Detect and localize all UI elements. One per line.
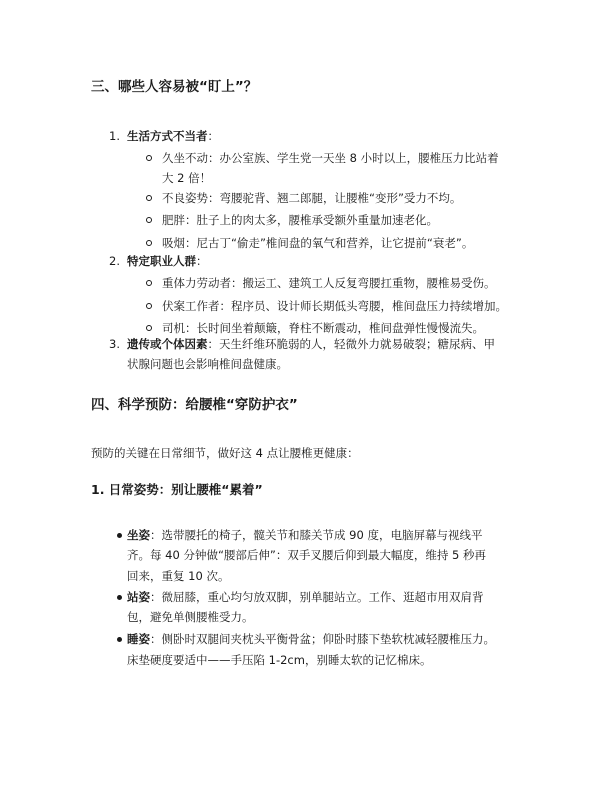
sub-list-item-continuation: 大 2 倍！ bbox=[162, 171, 212, 185]
bullet-icon bbox=[117, 637, 122, 642]
subsection-heading: 1. 日常姿势：别让腰椎“累着” bbox=[91, 482, 263, 497]
list-item-label: 生活方式不当者 bbox=[127, 129, 208, 143]
list-item-label: 特定职业人群 bbox=[127, 254, 196, 268]
list-item-colon: ： bbox=[207, 129, 219, 143]
hollow-bullet-icon bbox=[146, 280, 152, 286]
bullet-icon bbox=[117, 533, 122, 538]
sub-list-item: 司机：长时间坐着颠簸，脊柱不断震动，椎间盘弹性慢慢流失。 bbox=[162, 321, 484, 335]
list-item-body: ：天生纤维环脆弱的人，轻微外力就易破裂；糖尿病、甲 bbox=[207, 337, 495, 351]
sub-list-item: 肥胖：肚子上的肉太多，腰椎承受额外重量加速老化。 bbox=[162, 213, 438, 227]
hollow-bullet-icon bbox=[146, 325, 152, 331]
bullet-label: 坐姿 bbox=[127, 528, 150, 542]
hollow-bullet-icon bbox=[146, 217, 152, 223]
bullet-text: ：微屈膝，重心均匀放双脚，别单腿站立。工作、逛超市用双肩背 bbox=[150, 590, 484, 604]
sub-list-item: 伏案工作者：程序员、设计师长期低头弯腰，椎间盘压力持续增加。 bbox=[162, 299, 507, 313]
bullet-continuation: 回来，重复 10 次。 bbox=[127, 569, 230, 583]
hollow-bullet-icon bbox=[146, 303, 152, 309]
bullet-icon bbox=[117, 595, 122, 600]
sub-list-item: 重体力劳动者：搬运工、建筑工人反复弯腰扛重物，腰椎易受伤。 bbox=[162, 276, 496, 290]
list-item-text bbox=[127, 336, 495, 352]
sub-list-item: 不良姿势：弯腰驼背、翘二郎腿，让腰椎“变形”受力不均。 bbox=[162, 191, 462, 205]
hollow-bullet-icon bbox=[146, 155, 152, 161]
bullet-text: ：侧卧时双腿间夹枕头平衡骨盆；仰卧时膝下垫软枕减轻腰椎压力。 bbox=[150, 632, 495, 646]
hollow-bullet-icon bbox=[146, 240, 152, 246]
bullet-continuation: 包，避免单侧腰椎受力。 bbox=[127, 610, 254, 624]
bullet-item bbox=[127, 631, 495, 647]
sub-list-item: 久坐不动：办公室族、学生党一天坐 8 小时以上，腰椎压力比站着 bbox=[162, 151, 499, 165]
list-item-colon: ： bbox=[196, 254, 208, 268]
bullet-label: 站姿 bbox=[127, 590, 150, 604]
list-number: 2. bbox=[109, 254, 120, 268]
bullet-label: 睡姿 bbox=[127, 632, 150, 646]
hollow-bullet-icon bbox=[146, 195, 152, 201]
list-number: 1. bbox=[109, 129, 120, 143]
section-3-heading: 三、哪些人容易被“盯上”？ bbox=[91, 79, 258, 95]
bullet-item bbox=[127, 589, 484, 605]
bullet-item bbox=[127, 527, 482, 543]
list-number: 3. bbox=[109, 337, 120, 351]
bullet-continuation: 齐。每 40 分钟做“腰部后伸”：双手叉腰后仰到最大幅度，维持 5 秒再 bbox=[127, 548, 486, 562]
list-item-continuation: 状腺问题也会影响椎间盘健康。 bbox=[127, 357, 288, 371]
sub-list-item: 吸烟：尼古丁“偷走”椎间盘的氧气和营养，让它提前“衰老”。 bbox=[162, 236, 474, 250]
bullet-continuation: 床垫硬度要适中——手压陷 1-2cm，别睡太软的记忆棉床。 bbox=[127, 653, 432, 667]
list-item-heading bbox=[127, 128, 219, 144]
section-4-heading: 四、科学预防：给腰椎“穿防护衣” bbox=[91, 397, 298, 413]
bullet-text: ：选带腰托的椅子，髋关节和膝关节成 90 度，电脑屏幕与视线平 bbox=[150, 528, 483, 542]
intro-paragraph: 预防的关键在日常细节，做好这 4 点让腰椎更健康： bbox=[91, 446, 359, 460]
list-item-label: 遗传或个体因素 bbox=[127, 337, 208, 351]
list-item-heading bbox=[127, 253, 208, 269]
